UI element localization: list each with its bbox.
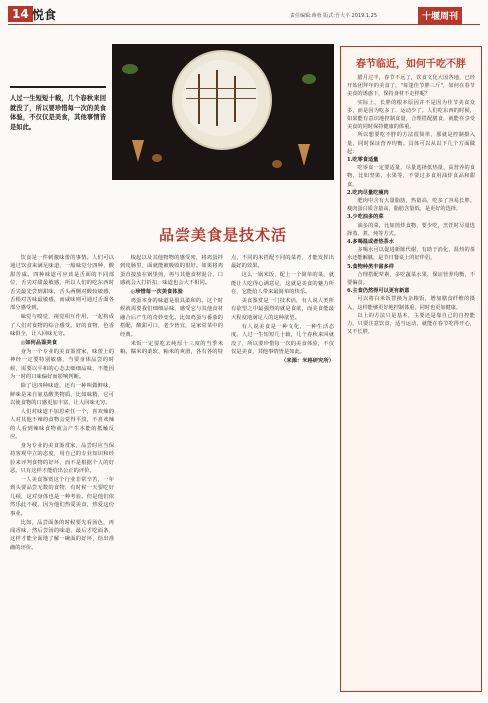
sidebar-paragraph: 实际上，长胖的根本原因并不是因为佳节美食众多，而是因为吃多了、运动少了。人们吃东西的时候，如果能有意识地控制食量，合理搭配膳食，就能在享受美食的同时保持健康的体重。 (347, 99, 475, 131)
page-number: 14 (8, 6, 33, 22)
paragraph: 味觉与嗅觉、视觉相互作用，一起构成了人们对食物的综合感受。好的食物，色香味俱全，让人回味无穷。 (10, 314, 114, 338)
cone-snack (132, 140, 144, 162)
header-rule (8, 24, 480, 25)
herb-garnish (302, 74, 316, 84)
nut-garnish (152, 154, 162, 162)
utensil-pole (198, 74, 200, 124)
sidebar-subheading: 3.少吃油多的菜 (347, 214, 384, 221)
sidebar-paragraph: 肥肉中含有大量脂肪，热量高，吃多了容易长胖。瘦肉蛋白质含量高，脂肪含量低，是更好的选择。 (347, 198, 475, 213)
paragraph: 身为专业的美食鉴赏家，品尝时应当保持客观中立的态度，用自己的专业知识和经验来评判食物的好坏，而不是根据个人的好恶。只有这样才能给出公正的评价。 (10, 442, 114, 475)
string-line (186, 88, 256, 89)
sidebar-paragraph: 可以将白米饭替换为杂粮饭，增加膳食纤维的摄入，这样能够更好地控制体重，同时也更加健康。 (347, 296, 475, 311)
sidebar-paragraph: 合理搭配荤素，多吃蔬菜水果，保证营养均衡，不要偏食。 (347, 271, 475, 287)
brand-logo: 十堰周刊 (418, 7, 462, 24)
paragraph: 这么一锅米饭，配上一个简单的菜，就能让人吃得心满意足，这就是美食的魅力所在，它能给人带来最简单的快乐。 (231, 272, 334, 296)
sidebar-paragraph: 以上的方法只是基本，主要还是靠自己的自控能力。只要注意饮食，适当运动，就能在春节吃得开心，又不长胖。 (347, 312, 475, 336)
paragraph: 美食鉴赏是一门技术活，有人说人类所有欲望之中最强烈的就是食欲，而美食能最大程度地满足人的这种欲望。 (231, 298, 334, 321)
sidebar-subheading: 2.吃肉尽量吃瘦肉 (347, 189, 389, 196)
sidebar-subheading: 5.食物种类丰富多样 (347, 263, 394, 270)
sidebar-paragraph: 吃零食一定要适量，尽量选择低热量、高营养的食物，比如坚果、水果等，不要过多食用油炸食品和甜食。 (347, 165, 475, 188)
utensil-pole (234, 76, 236, 122)
nut-garnish (272, 160, 282, 168)
paragraph: 米饭一定要吃去纯厚十三度的当季米粮。糯米的柔软、籼米的爽滑，各有各的特点，不同的米搭配不同的菜肴，才能发挥出最好的效果。 (120, 255, 334, 355)
sidebar-paragraph: 腊月过半，春节不远了，饮食文化大国各地，已经开始团拜年的美食了，"每逢佳节胖三斤"，如何在春节美食的诱惑下，保持身材不走样呢？ (347, 75, 475, 98)
string-line (186, 98, 256, 99)
article-title: 品尝美食是技术活 (158, 226, 287, 244)
column-middle (120, 254, 334, 694)
paragraph: 饮食是一件刺激味蕾的事情。人们可以通过饮食来满足味道，一般味觉分四种，酸甜苦咸。四种味道可应该是舌面的不同部位，舌尖对甜最敏感，所以人们的吃东西时舌尖最先尝到甜味，舌头两侧对酸较敏感，舌根对苦味最敏感，而咸味则可通过舌面各部分感受到。 (10, 255, 114, 312)
sidebar-paragraph: 油多的菜，比如煎炸食物，要少吃，烹饪时尽量选择蒸、煮、炖等方式。 (347, 222, 475, 237)
paragraph: 比如，品尝面条的时候要先看汤色，再闻香味，然后尝汤的味道，最后才吃面条，这样才能全面地了解一碗面的好坏，给出准确的评价。 (10, 519, 114, 551)
sidebar-body (341, 74, 481, 337)
pull-quote-text: 人过一生短短十载，几个春秋来回就没了，所以要珍惜每一次的美食体验，不仅仅是美食，其他事情皆是如此。 (10, 95, 106, 131)
subheading: ◎如何品鉴美食 (20, 340, 57, 347)
sidebar-box (340, 46, 482, 692)
column-left (10, 254, 114, 694)
paragraph: 身为一个专业的美食鉴赏家，味蕾上的神经一定要特别敏感，当要身体品尝的时候，需要以平和的心态去细细品味，不能因为一时的口味偏好而影响判断。 (10, 348, 114, 381)
paragraph: 有人说美食是一种文化，一种生活态度。人过一生短短几十载，几个春秋来回就没了，所以要珍惜每一次的美食体验，不仅仅是美食，其他事情皆是如此。 (231, 323, 334, 355)
food-photo (112, 44, 334, 180)
header-info: 责任编辑:蒋蓉 版式:吾大平 2019.1.25 (290, 13, 377, 19)
paragraph: 一人美食鉴赏这个行业非常辛苦，一年到头要品尝无数的食物，有时候一天要吃好几顿，这对身体也是一种考验。但是他们依然乐此不疲，因为他们热爱美食，热爱这份事业。 (10, 477, 114, 517)
paragraph: 鸡蛋本身的味道是很具柔和的。这个时候就需要我们细细品味，感受它与其他食材融合后产生的奇妙变化。比如鸡蛋与番茄的搭配，酸甜可口，老少皆宜，是家常菜中的经典。 (120, 298, 223, 338)
sidebar-subheading: 6.主食仍然得可以更有新意 (347, 288, 410, 295)
subheading: ◎珍惜每一次美食体验 (130, 289, 183, 296)
paragraph: 梳起以及其他物物的感受密，将鸡蛋拌到皮肠里，面就能被吸收的很好。如果将鸡蛋直接放在锅里煎，再与其他食材混合，口感就会大打折扣，味道也会大不相同。 (120, 255, 223, 287)
paragraph: 除了这四种味道，还有一种叫做鲜味，鲜味是来自氨基酸类物质，比如味精，它可以使食物的口感更加丰富，让人回味无穷。 (10, 383, 114, 406)
herb-garnish (122, 64, 138, 74)
sidebar-paragraph: 多喝水可以促进新陈代谢，有助于消化，温热的茶水还能解腻，是节日餐桌上的好伴侣。 (347, 247, 475, 262)
cone-snack (298, 144, 310, 166)
pull-quote (10, 86, 106, 132)
sidebar-title: 春节临近，如何千吃不胖 (356, 59, 466, 70)
section-name: 悦食 (32, 8, 57, 22)
paragraph: 人们对味道不加思索任一个，喜欢辣的人对其他不辣的食物会觉得平淡，不喜欢辣的人看到辣味食物就会产生本能的抵触反应。 (10, 408, 114, 441)
sidebar-subheading: 4.多喝温或者热茶水 (347, 239, 394, 246)
page-header (0, 0, 488, 28)
sidebar-paragraph: 所以想要吃不胖的方法很简单，那就是控制摄入量，同时保证营养均衡。具体可以从以下几个方面做起： (347, 132, 475, 155)
source-credit: （来源：米格研究所） (281, 357, 334, 364)
sidebar-subheading: 1.吃零食适量 (347, 157, 379, 164)
